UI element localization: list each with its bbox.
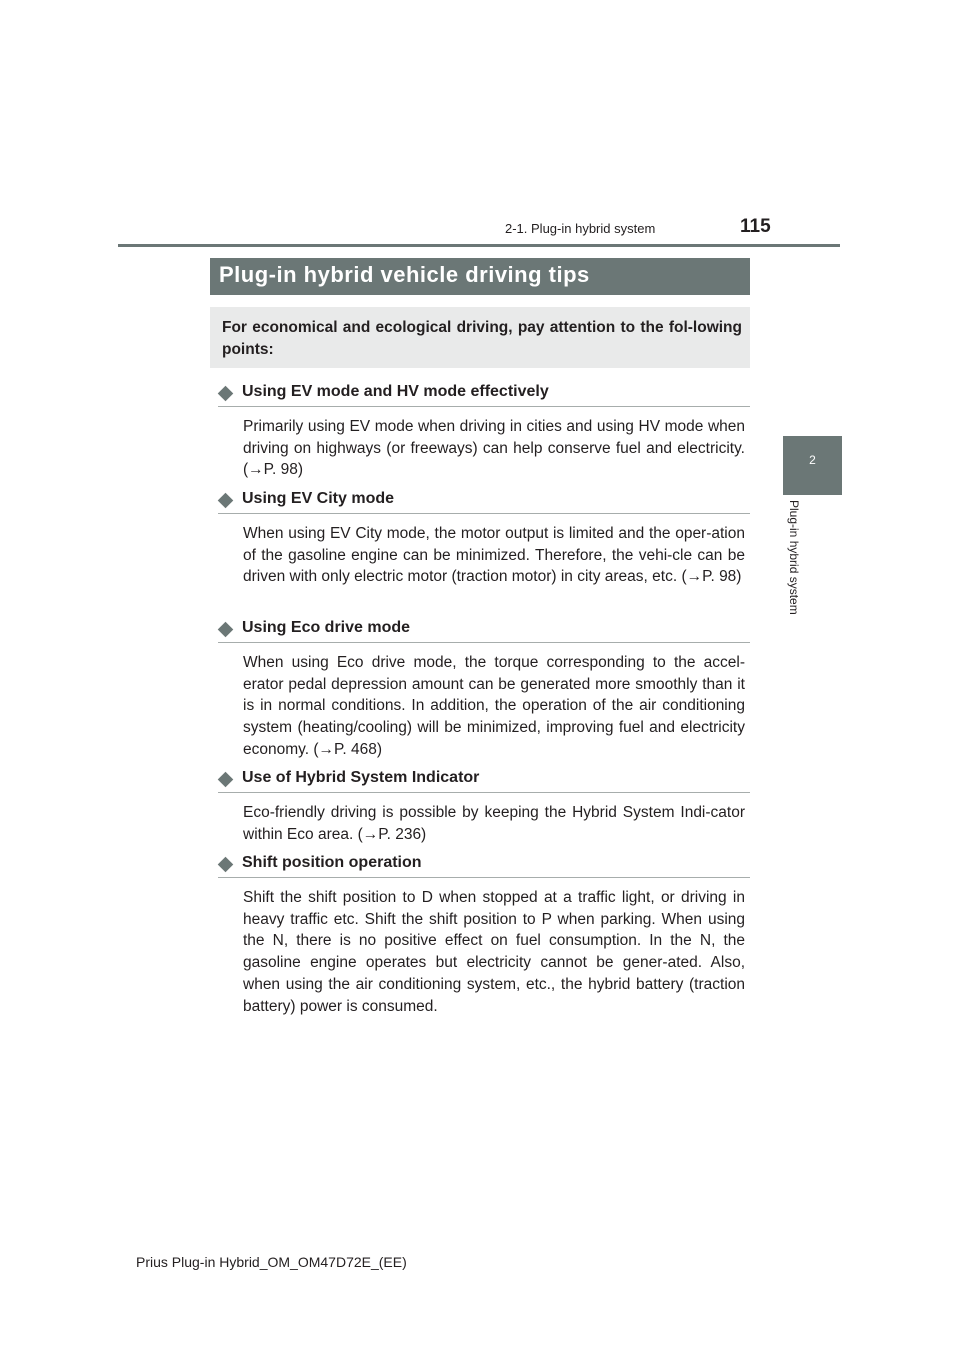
- tip-heading: [218, 618, 750, 643]
- tip-heading-text: Use of Hybrid System Indicator: [242, 769, 480, 786]
- page-title: Plug-in hybrid vehicle driving tips: [219, 262, 590, 287]
- tip-body: Eco-friendly driving is possible by keeping the Hybrid System Indi-cator within Eco area. (→P. 236): [243, 804, 745, 843]
- tip-heading: [218, 853, 750, 878]
- tip-body: Shift the shift position to D when stopped at a traffic light, or driving in heavy traffic etc. Shift the shift position to P when parking. When using the N, there is no positive effect on fuel consumption. In the N, the gasoline engine operates but electricity cannot be gener-ated. Also, when using the air conditioning system, etc., the hybrid battery (traction battery) power is consumed.: [243, 889, 745, 1015]
- tip-heading-text: Shift position operation: [242, 854, 422, 871]
- header-divider: [118, 244, 840, 247]
- tip-section: [218, 382, 750, 481]
- intro-text: For economical and ecological driving, pay attention to the fol-lowing points:: [222, 319, 742, 358]
- chapter-tab: [783, 436, 842, 495]
- page-number: 115: [740, 216, 771, 237]
- header-section-title: 2-1. Plug-in hybrid system: [505, 221, 656, 236]
- diamond-bullet-icon: [218, 857, 234, 873]
- tip-heading-text: Using EV mode and HV mode effectively: [242, 383, 549, 400]
- tip-section: [218, 618, 750, 761]
- diamond-bullet-icon: [218, 772, 234, 788]
- tip-heading: [218, 768, 750, 793]
- tip-heading-text: Using Eco drive mode: [242, 619, 411, 636]
- tip-body: When using Eco drive mode, the torque corresponding to the accel-erator pedal depression amount can be generated more smoothly than it is in normal conditions. In addition, the operation of the air conditioning system (heating/cooling) will be minimized, improving fuel and electricity economy. (→P. 468): [243, 654, 745, 758]
- chapter-tab-label: Plug-in hybrid system: [787, 500, 801, 615]
- tip-section: [218, 768, 750, 845]
- intro-box: [210, 307, 750, 368]
- diamond-bullet-icon: [218, 386, 234, 402]
- tip-section: [218, 489, 750, 588]
- diamond-bullet-icon: [218, 622, 234, 638]
- page-title-bar: [210, 258, 750, 295]
- tip-heading-text: Using EV City mode: [242, 490, 395, 507]
- document-footer: Prius Plug-in Hybrid_OM_OM47D72E_(EE): [136, 1254, 407, 1270]
- tip-body: Primarily using EV mode when driving in cities and using HV mode when driving on highways (or freeways) can help conserve fuel and electricity. (→P. 98): [243, 418, 745, 479]
- tip-section: [218, 853, 750, 1017]
- tip-heading: [218, 382, 750, 407]
- chapter-tab-number: 2: [809, 453, 816, 467]
- tip-heading: [218, 489, 750, 514]
- diamond-bullet-icon: [218, 493, 234, 509]
- tip-body: When using EV City mode, the motor output is limited and the oper-ation of the gasoline engine can be minimized. Therefore, the vehi-cle can be driven with only electric motor (traction motor) in city areas, etc. (→P. 98): [243, 525, 745, 586]
